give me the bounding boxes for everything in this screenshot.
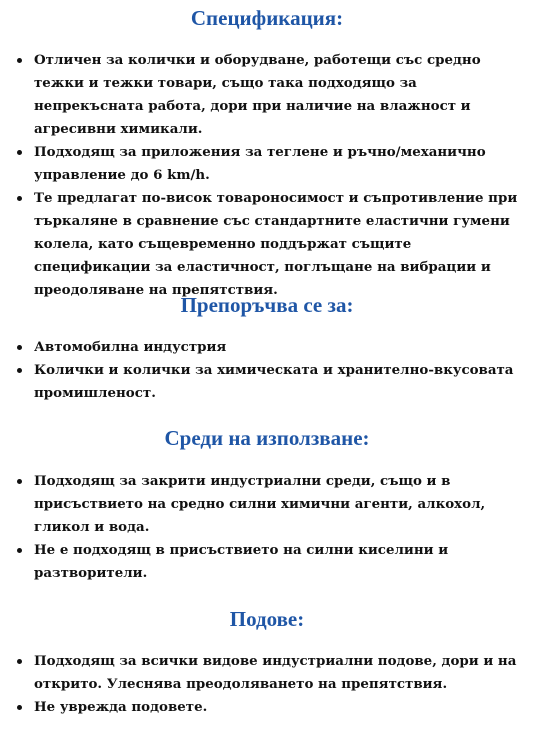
list-item-text: Колички и колички за химическата и хранително-вкусовата промишленост.: [34, 362, 514, 401]
list-item: [0, 141, 534, 187]
section-title-recommended: Препоръчва се за:: [180, 293, 354, 317]
list-item: [0, 696, 534, 719]
list-item-text: Подходящ за приложения за теглене и ръчно/механично управление до 6 km/h.: [34, 144, 486, 183]
recommended-list: [0, 336, 534, 405]
list-item-text: Не е подходящ в присъствието на силни киселини и разтворители.: [34, 542, 449, 581]
specification-list: [0, 49, 534, 302]
bullet-icon: [17, 659, 22, 664]
list-item-text: Автомобилна индустрия: [34, 339, 227, 355]
section-title-specification: Спецификация:: [190, 6, 344, 30]
list-item: [0, 187, 534, 302]
list-item-text: Отличен за колички и оборудване, работещи със средно тежки и тежки товари, също така подходящо за непрекъснатa работа, дори при наличие на влажност и агресивни химикали.: [34, 52, 481, 137]
bullet-icon: [17, 58, 22, 63]
bullet-icon: [17, 548, 22, 553]
floors-list: [0, 650, 534, 719]
bullet-icon: [17, 150, 22, 155]
section-title-floors: Подове:: [229, 607, 305, 631]
bullet-icon: [17, 345, 22, 350]
list-item-text: Подходящ за закрити индустриални среди, също и в присъствието на средно силни химични агенти, алкохол, гликол и вода.: [34, 473, 486, 535]
section-title-environments: Среди на използване:: [164, 426, 370, 450]
list-item-text: Те предлагат по-висок товароносимост и съпротивление при търкаляне в сравнение със стандартните еластични гумени колела, като същевременно поддържат същите спецификации за еластичност, поглъщане на вибрации и преодоляване на препятствия.: [34, 190, 518, 298]
bullet-icon: [17, 705, 22, 710]
list-item: [0, 650, 534, 696]
list-item: [0, 49, 534, 141]
list-item: [0, 359, 534, 405]
bullet-icon: [17, 196, 22, 201]
list-item-text: Подходящ за всички видове индустриални подове, дори и на открито. Улеснява преодоляването на препятствия.: [34, 653, 517, 692]
list-item: [0, 336, 534, 359]
bullet-icon: [17, 368, 22, 373]
list-item: [0, 539, 534, 585]
environments-list: [0, 470, 534, 585]
bullet-icon: [17, 479, 22, 484]
list-item-text: Не уврежда подовете.: [34, 699, 208, 715]
list-item: [0, 470, 534, 539]
